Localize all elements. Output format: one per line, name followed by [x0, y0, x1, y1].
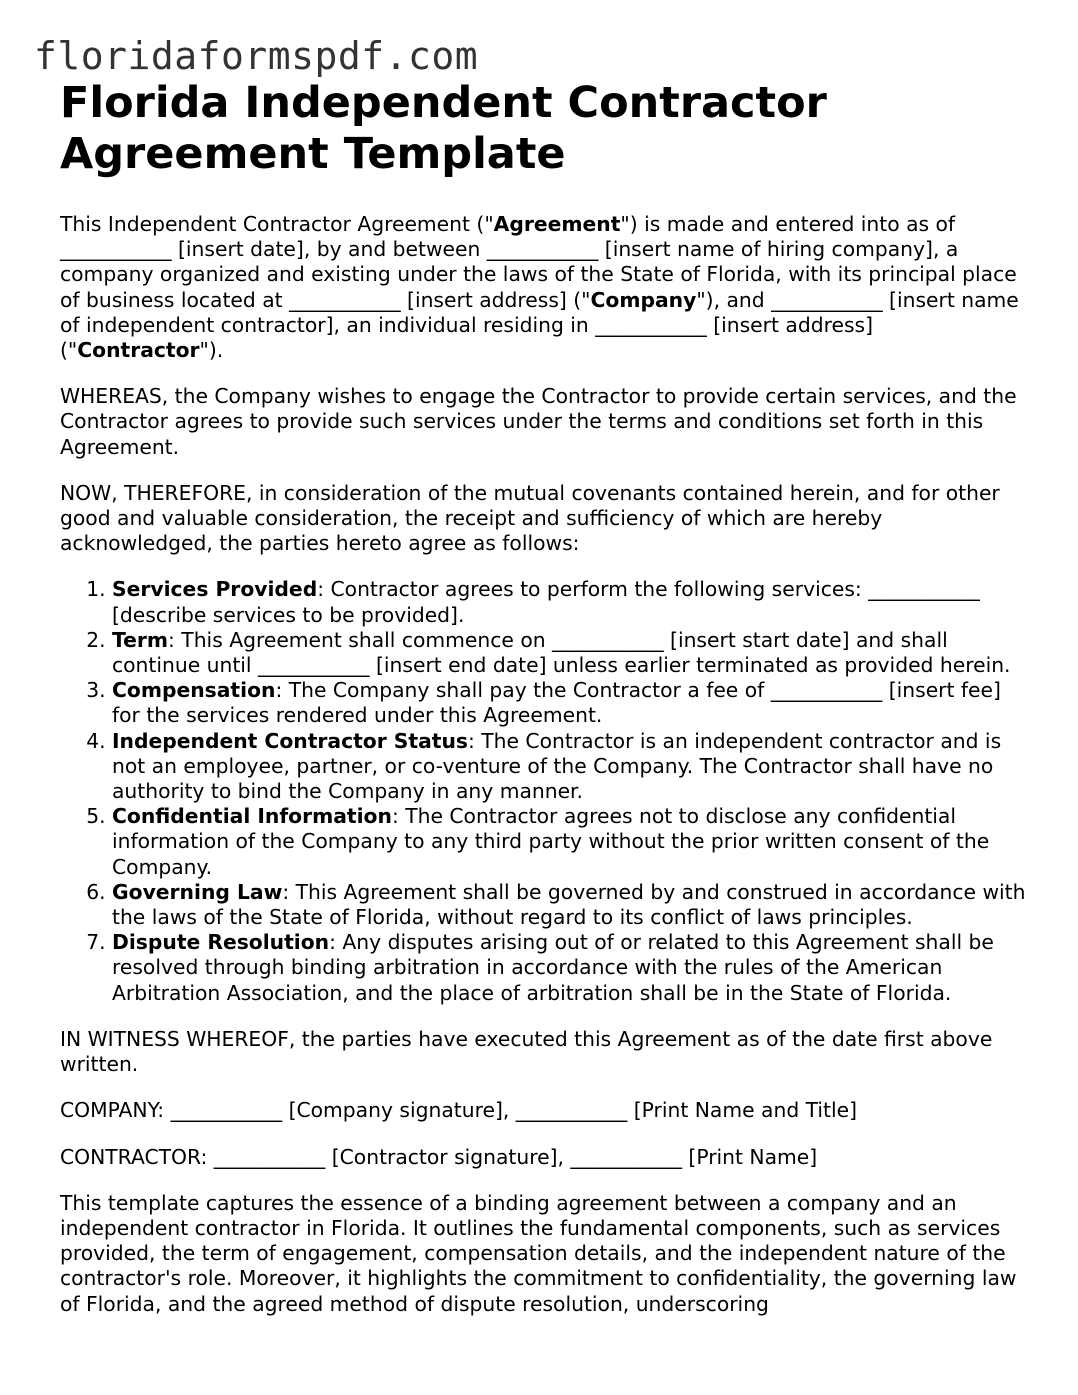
clause-text: : Any disputes arising out of or related to this Agreement shall be resolved through binding arbitration in accordance with the rules of the American Arbitration Association, and the place of arbitration shall be in the State of Florida.	[112, 930, 994, 1005]
intro-term-agreement: Agreement	[493, 212, 621, 236]
clause-text: : The Contractor is an independent contractor and is not an employee, partner, or co-venture of the Company. The Contractor shall have no authority to bind the Company in any manner.	[112, 728, 1002, 804]
intro-text-1: This Independent Contractor Agreement ("	[60, 212, 494, 236]
clause-item	[112, 880, 1030, 930]
clause-text: : The Company shall pay the Contractor a fee of ___________ [insert fee] for the services rendered under this Agreement.	[112, 678, 1001, 728]
clause-term: Term	[112, 627, 169, 652]
intro-text-3: "), and ___________ [insert name of independent contractor], an individual residing in ___________ [insert address] ("	[60, 287, 1019, 363]
clause-text: : The Contractor agrees not to disclose any confidential information of the Company to any third party without the prior written consent of the Company.	[112, 804, 990, 879]
witness-paragraph: IN WITNESS WHEREOF, the parties have executed this Agreement as of the date first above written.	[60, 1026, 993, 1077]
clause-item	[112, 628, 1030, 678]
intro-text-4: ").	[199, 338, 224, 363]
clause-term: Independent Contractor Status	[112, 728, 468, 753]
now-therefore-paragraph: NOW, THEREFORE, in consideration of the mutual covenants contained herein, and for other good and valuable consideration, the receipt and sufficiency of which are hereby acknowledged, the parties hereto agree as follows:	[60, 480, 1000, 556]
clause-item	[112, 577, 1030, 627]
intro-paragraph	[60, 212, 1030, 363]
document-title: Florida Independent Contractor Agreement Template	[60, 78, 827, 179]
clause-list	[60, 577, 1030, 1005]
clause-text: : This Agreement shall commence on ___________ [insert start date] and shall continue until ___________ [insert end date] unless earlier terminated as provided herein.	[112, 627, 1011, 678]
clause-term: Confidential Information	[112, 804, 392, 829]
company-signature-line: COMPANY: ___________ [Company signature], ___________ [Print Name and Title]	[60, 1098, 858, 1123]
intro-term-company: Company	[590, 287, 697, 312]
site-watermark: floridaformspdf.com	[34, 34, 479, 78]
contractor-signature-line: CONTRACTOR: ___________ [Contractor signature], ___________ [Print Name]	[60, 1144, 818, 1169]
clause-term: Services Provided	[112, 577, 318, 602]
intro-term-contractor: Contractor	[77, 338, 200, 363]
clause-item	[112, 804, 1030, 880]
clause-item	[112, 930, 1030, 1006]
clause-term: Governing Law	[112, 879, 283, 904]
clause-term: Dispute Resolution	[112, 930, 330, 955]
clause-text: : This Agreement shall be governed by and construed in accordance with the laws of the State of Florida, without regard to its conflict of laws principles.	[112, 879, 1026, 930]
clause-item	[112, 729, 1030, 805]
whereas-paragraph: WHEREAS, the Company wishes to engage the Contractor to provide certain services, and the Contractor agrees to provide such services under the terms and conditions set forth in this Agreement.	[60, 384, 1017, 459]
intro-text-2: ") is made and entered into as of ___________ [insert date], by and between ___________ [insert name of hiring company], a company organized and existing under the laws of the State of Florida, with its principal place of business located at ___________ [insert address] ("	[60, 212, 1017, 312]
closing-paragraph: This template captures the essence of a binding agreement between a company and an independent contractor in Florida. It outlines the fundamental components, such as services provided, the term of engagement, compensation details, and the independent nature of the contractor's role. Moreover, it highlights the commitment to confidentiality, the governing law of Florida, and the agreed method of dispute resolution, underscoring	[60, 1190, 1017, 1316]
clause-item	[112, 678, 1030, 728]
clause-term: Compensation	[112, 678, 276, 703]
clause-text: : Contractor agrees to perform the following services: ___________ [describe services to be provided].	[112, 577, 980, 627]
document-page	[60, 78, 1030, 1338]
